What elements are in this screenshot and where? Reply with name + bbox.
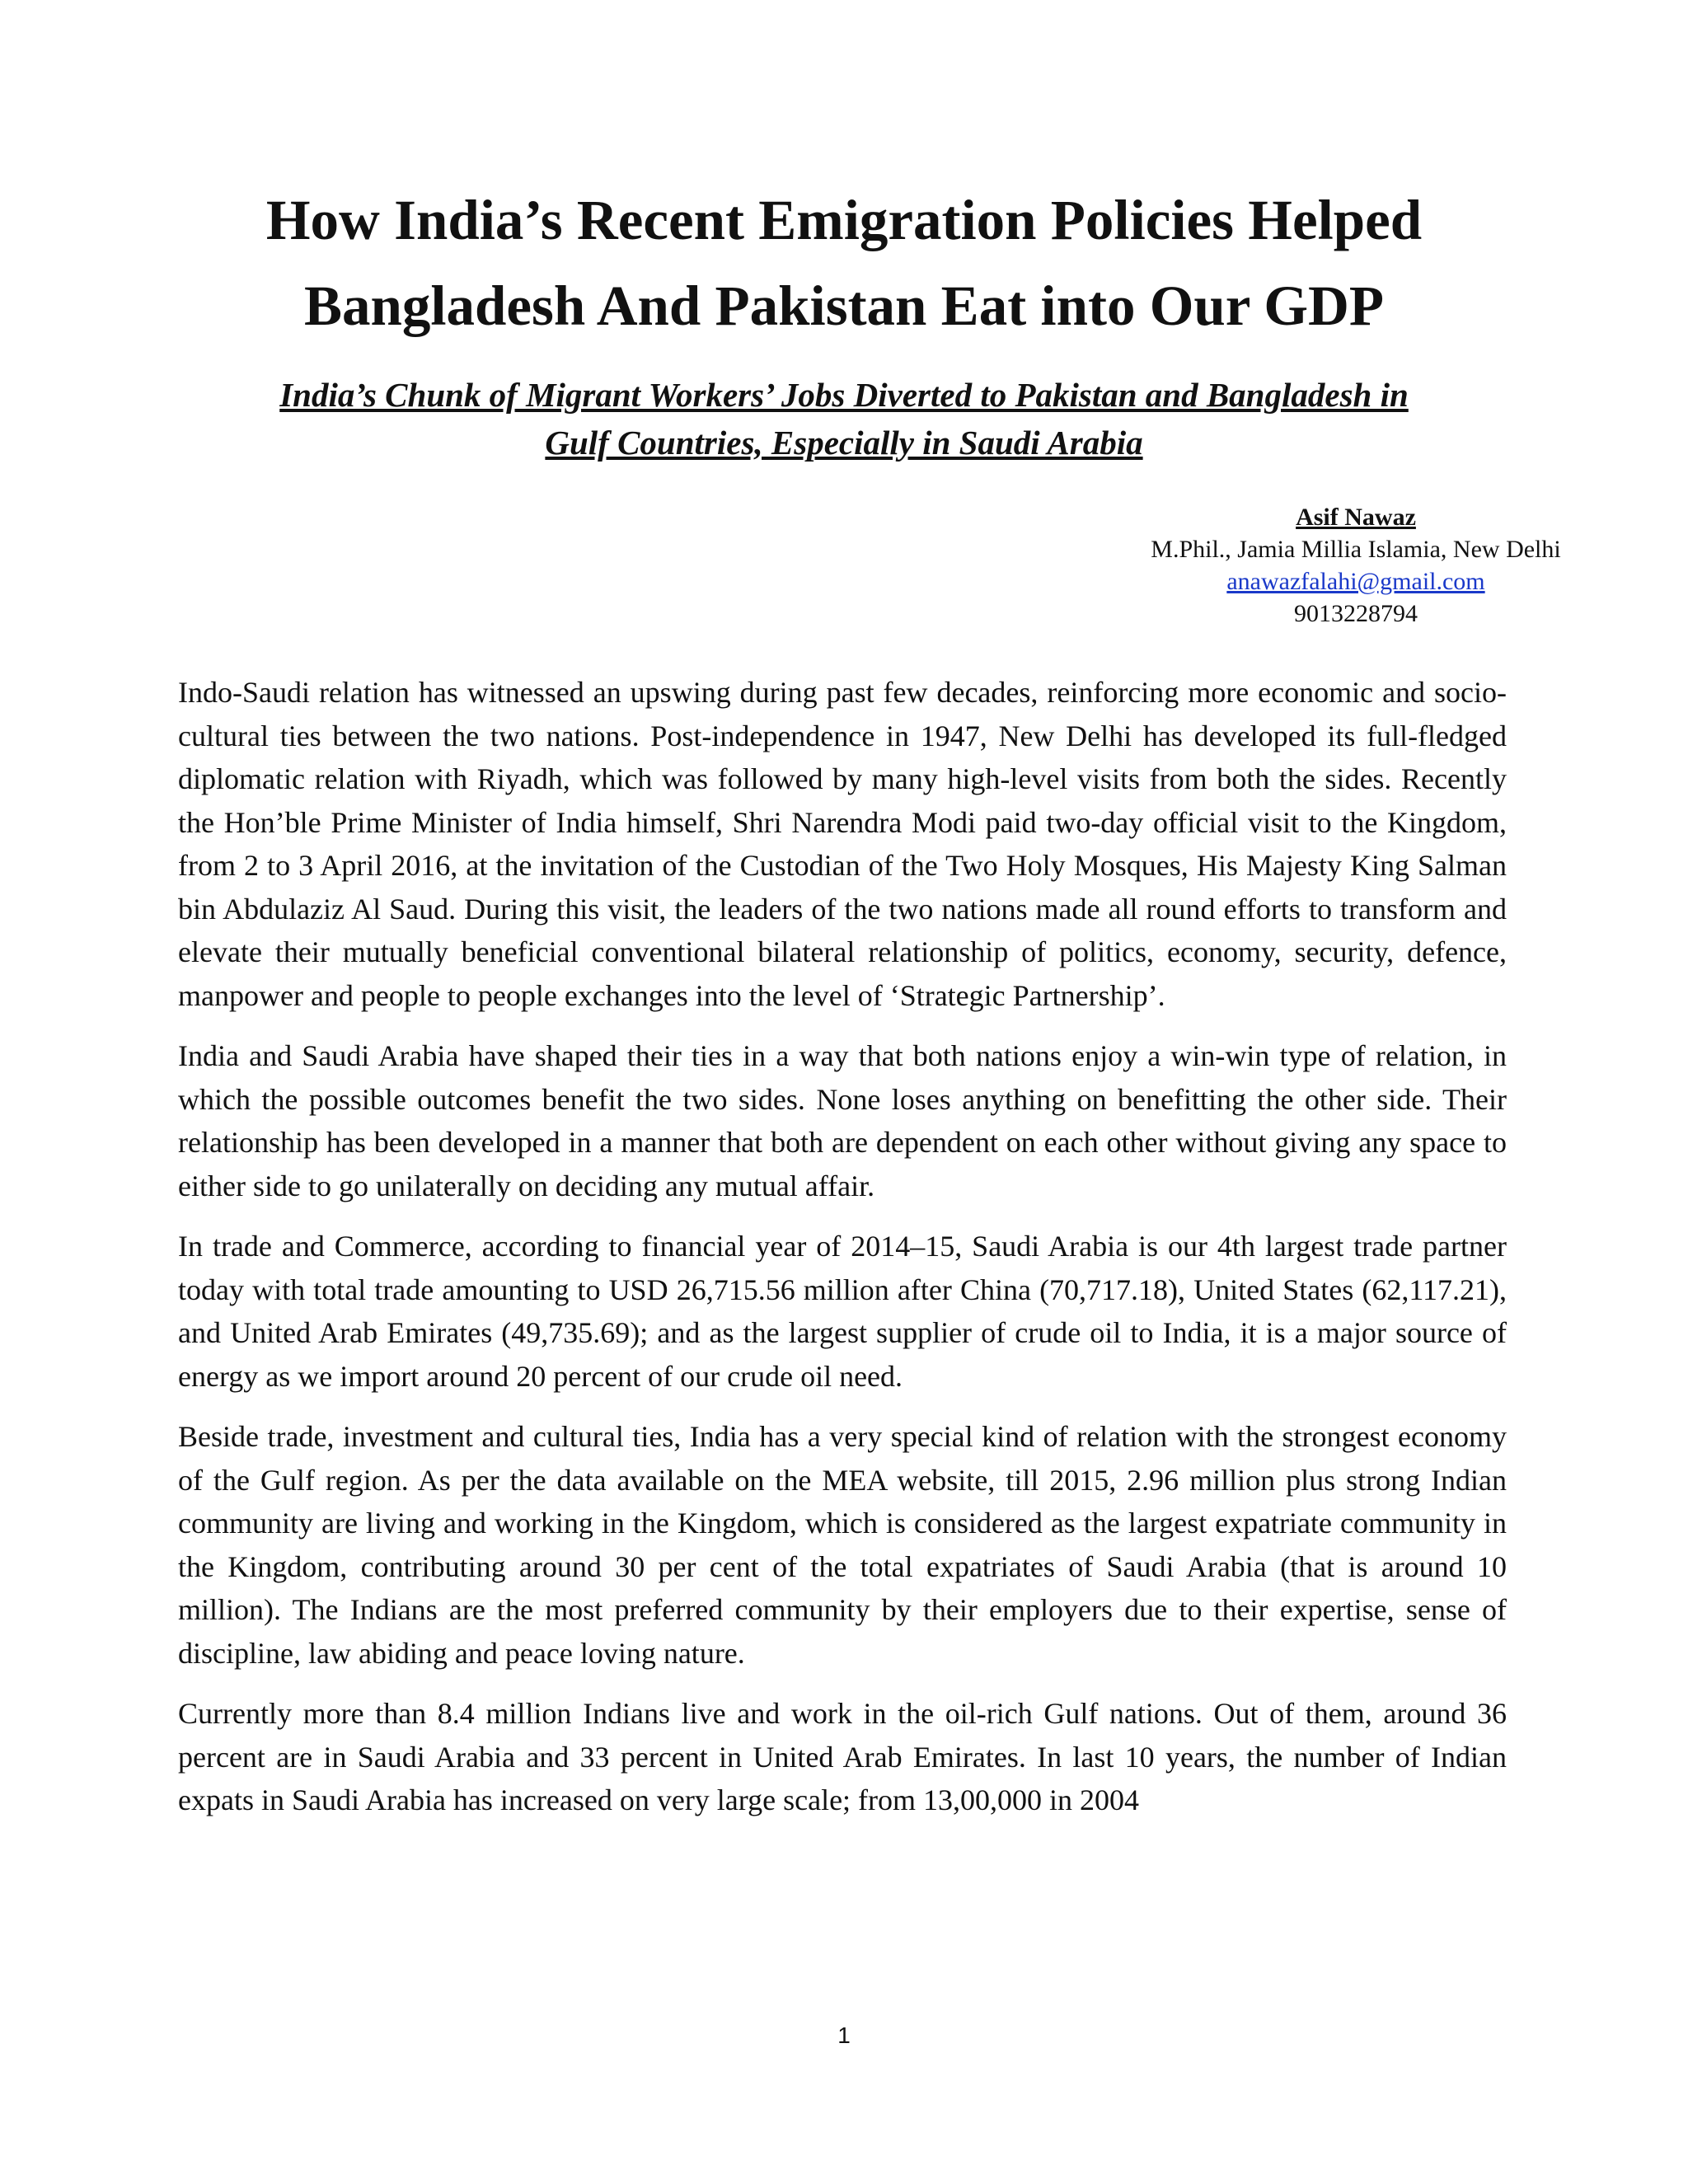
paragraph-1: Indo-Saudi relation has witnessed an upswing during past few decades, reinforcing more economic and socio-cultural ties between the two nations. Post-independence in 1947, New Delhi has developed its full-fledged diplomatic relation with Riyadh, which was followed by many high-level visits from both the sides. Recently the Hon’ble Prime Minister of India himself, Shri Narendra Modi paid two-day official visit to the Kingdom, from 2 to 3 April 2016, at the invitation of the Custodian of the Two Holy Mosques, His Majesty King Salman bin Abdulaziz Al Saud. During this visit, the leaders of the two nations made all round efforts to transform and elevate their mutually beneficial conventional bilateral relationship of politics, economy, security, defence, manpower and people to people exchanges into the level of ‘Strategic Partnership’. <box>178 676 1507 1012</box>
author-block <box>923 501 1688 630</box>
article-body <box>178 671 1507 1840</box>
author-email-link[interactable]: anawazfalahi@gmail.com <box>1226 568 1485 595</box>
document-subtitle <box>148 371 1540 466</box>
paragraph-2: India and Saudi Arabia have shaped their ties in a way that both nations enjoy a win-win type of relation, in which the possible outcomes benefit the two sides. None loses anything on benefitting the other side. Their relationship has been developed in a manner that both are dependent on each other without giving any space to either side to go unilaterally on deciding any mutual affair. <box>178 1039 1507 1202</box>
page-number: 1 <box>837 2022 851 2048</box>
title-line-1: How India’s Recent Emigration Policies Helped <box>265 189 1423 251</box>
author-phone: 9013228794 <box>1294 600 1418 627</box>
author-affiliation: M.Phil., Jamia Millia Islamia, New Delhi <box>1151 536 1561 563</box>
author-name: Asif Nawaz <box>1296 504 1416 531</box>
subtitle-line-2: Gulf Countries, Especially in Saudi Arabia <box>545 424 1143 462</box>
paragraph-5: Currently more than 8.4 million Indians live and work in the oil-rich Gulf nations. Out of them, around 36 percent are in Saudi Arabia and 33 percent in United Arab Emirates. In last 10 years, the number of Indian expats in Saudi Arabia has increased on very large scale; from 13,00,000 in 2004 <box>178 1697 1507 1816</box>
document-title <box>148 177 1540 349</box>
title-line-2: Bangladesh And Pakistan Eat into Our GDP <box>303 274 1385 337</box>
paragraph-4: Beside trade, investment and cultural ties, India has a very special kind of relation with the strongest economy of the Gulf region. As per the data available on the MEA website, till 2015, 2.96 million plus strong Indian community are living and working in the Kingdom, which is considered as the largest expatriate community in the Kingdom, contributing around 30 per cent of the total expatriates of Saudi Arabia (that is around 10 million). The Indians are the most preferred community by their employers due to their expertise, sense of discipline, law abiding and peace loving nature. <box>178 1420 1507 1670</box>
paragraph-3: In trade and Commerce, according to financial year of 2014–15, Saudi Arabia is our 4th largest trade partner today with total trade amounting to USD 26,715.56 million after China (70,717.18), United States (62,117.21), and United Arab Emirates (49,735.69); and as the largest supplier of crude oil to India, it is a major source of energy as we import around 20 percent of our crude oil need. <box>178 1230 1507 1393</box>
subtitle-line-1: India’s Chunk of Migrant Workers’ Jobs Diverted to Pakistan and Bangladesh in <box>279 376 1409 414</box>
